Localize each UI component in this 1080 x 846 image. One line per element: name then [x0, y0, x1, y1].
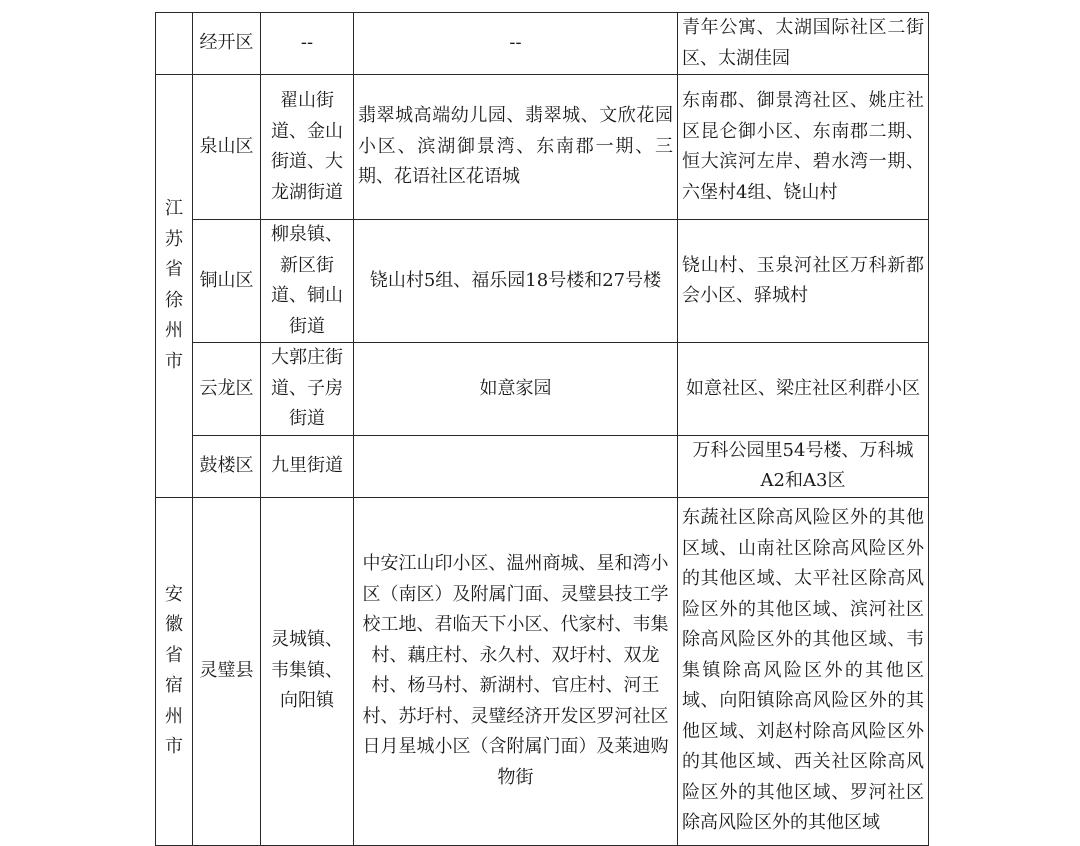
- streets-cell: 柳泉镇、新区街道、铜山街道: [261, 220, 354, 343]
- table-row: [156, 220, 929, 343]
- mid-risk-cell: 如意社区、梁庄社区利群小区: [678, 343, 929, 436]
- high-risk-cell: 翡翠城高端幼儿园、翡翠城、文欣花园小区、滨湖御景湾、东南郡一期、三期、花语社区花语城: [354, 75, 678, 220]
- mid-risk-cell: 青年公寓、太湖国际社区二街区、太湖佳园: [678, 13, 929, 75]
- streets-cell: 灵城镇、韦集镇、向阳镇: [261, 497, 354, 845]
- province-cell: [156, 497, 193, 845]
- high-risk-cell: 中安江山印小区、温州商城、星和湾小区（南区）及附属门面、灵璧县技工学校工地、君临天下小区、代家村、韦集村、藕庄村、永久村、双圩村、双龙村、杨马村、新湖村、官庄村、河王村、苏圩村、灵璧经济开发区罗河社区日月星城小区（含附属门面）及莱迪购物街: [354, 497, 678, 845]
- mid-risk-cell: 东南郡、御景湾社区、姚庄社区昆仑御小区、东南郡二期、恒大滨河左岸、碧水湾一期、六堡村4组、铙山村: [678, 75, 929, 220]
- table-row: [156, 435, 929, 497]
- province-label: 江苏省徐州市: [165, 198, 183, 372]
- table-row: [156, 497, 929, 845]
- district-cell: 铜山区: [193, 220, 261, 343]
- streets-cell: 翟山街道、金山街道、大龙湖街道: [261, 75, 354, 220]
- high-risk-cell: 如意家园: [354, 343, 678, 436]
- risk-area-table: [155, 12, 929, 846]
- province-cell: [156, 75, 193, 498]
- district-cell: 云龙区: [193, 343, 261, 436]
- table-row: [156, 343, 929, 436]
- mid-risk-cell: 万科公园里54号楼、万科城A2和A3区: [678, 435, 929, 497]
- district-cell: 经开区: [193, 13, 261, 75]
- mid-risk-cell: 铙山村、玉泉河社区万科新都会小区、驿城村: [678, 220, 929, 343]
- streets-cell: 九里街道: [261, 435, 354, 497]
- district-cell: 泉山区: [193, 75, 261, 220]
- high-risk-cell: 铙山村5组、福乐园18号楼和27号楼: [354, 220, 678, 343]
- province-label: 安徽省宿州市: [165, 583, 183, 757]
- table-row: [156, 13, 929, 75]
- streets-cell: --: [261, 13, 354, 75]
- mid-risk-cell: 东蔬社区除高风险区外的其他区域、山南社区除高风险区外的其他区域、太平社区除高风险区外的其他区域、滨河社区除高风险区外的其他区域、韦集镇除高风险区外的其他区域、向阳镇除高风险区外的其他区域、刘赵村除高风险区外的其他区域、西关社区除高风险区外的其他区域、罗河社区除高风险区外的其他区域: [678, 497, 929, 845]
- table-row: [156, 75, 929, 220]
- district-cell: 灵璧县: [193, 497, 261, 845]
- high-risk-cell: [354, 435, 678, 497]
- district-cell: 鼓楼区: [193, 435, 261, 497]
- streets-cell: 大郭庄街道、子房街道: [261, 343, 354, 436]
- province-cell: [156, 13, 193, 75]
- high-risk-cell: --: [354, 13, 678, 75]
